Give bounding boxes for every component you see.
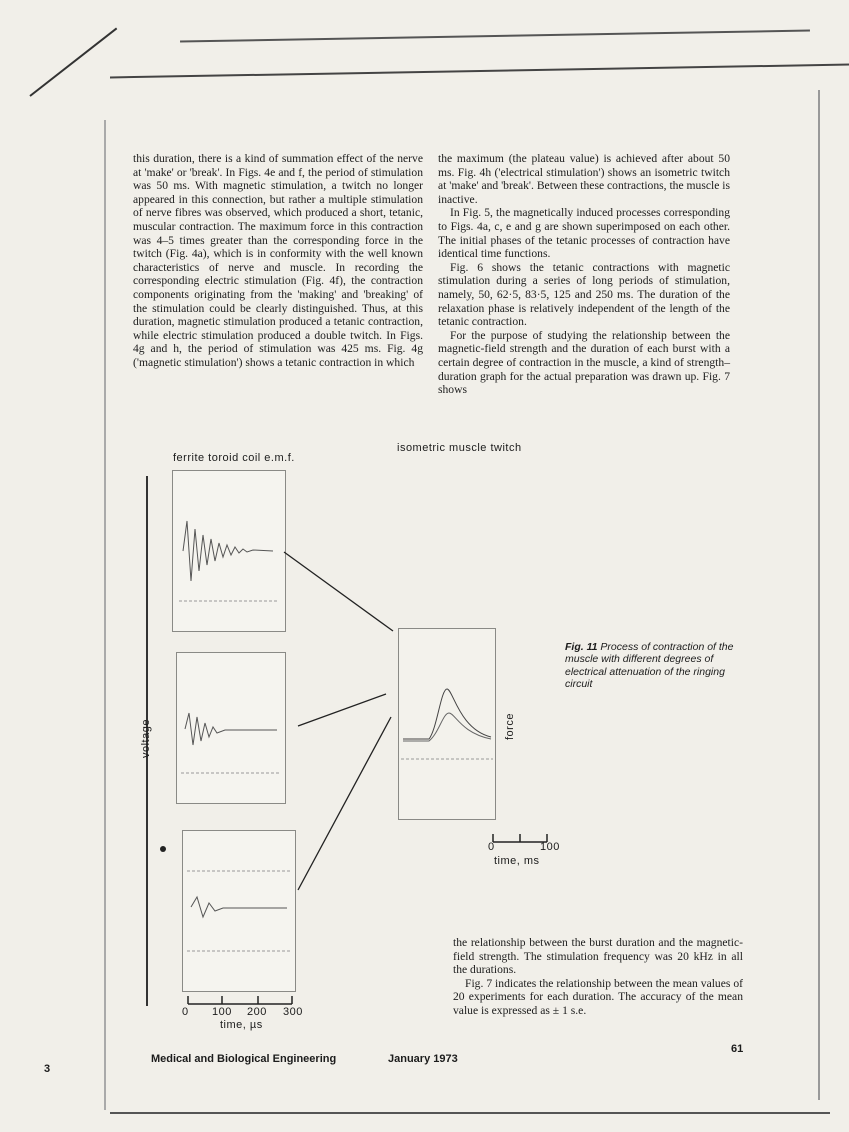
time-tick: 0: [488, 841, 495, 853]
caption-number: Fig. 11: [565, 641, 598, 653]
journal-name: Medical and Biological Engineering: [151, 1053, 337, 1065]
time-axis-label: time, ms: [494, 855, 540, 867]
force-axis-label: force: [504, 713, 516, 740]
figure-label-right: isometric muscle twitch: [397, 442, 522, 454]
paragraph: Fig. 7 indicates the relationship between the mean values of 20 experiments for each duration. The accuracy of the mean value is expressed as ± 1 s.e.: [453, 976, 743, 1017]
time-axis-label: time, µs: [220, 1019, 263, 1031]
voltage-axis-label: voltage: [140, 719, 152, 758]
time-tick: 300: [283, 1006, 303, 1018]
paragraph: the relationship between the burst duration and the magnetic-field strength. The stimulation frequency was 20 kHz in all the durations.: [453, 936, 743, 977]
paragraph: In Fig. 5, the magnetically induced processes corresponding to Figs. 4a, c, e and g are shown superimposed on each other. The initial phases of the tetanic processes of contraction have identical time functions.: [438, 206, 730, 261]
margin-number: 3: [44, 1063, 51, 1075]
force-trace: [399, 629, 495, 819]
journal-date: January 1973: [388, 1053, 458, 1065]
time-tick: 200: [247, 1006, 267, 1018]
caption-text: Process of contraction of the muscle with different degrees of electrical attenuation of the ringing circuit: [565, 641, 734, 691]
time-tick: 100: [540, 841, 560, 853]
force-trace-panel: [398, 628, 496, 820]
page-number: 61: [731, 1043, 744, 1055]
figure-caption: [565, 641, 735, 691]
figure-label-left: ferrite toroid coil e.m.f.: [173, 452, 295, 464]
body-bottom: [453, 936, 743, 1018]
time-tick: 0: [182, 1006, 189, 1018]
time-tick: 100: [212, 1006, 232, 1018]
paragraph: the maximum (the plateau value) is achieved after about 50 ms. Fig. 4h ('electrical stimulation') shows an isometric twitch at 'make' and 'break'. Between these contractions, the muscle is inactive.: [438, 152, 730, 206]
paragraph: For the purpose of studying the relationship between the magnetic-field strength and the duration of each burst with a certain degree of contraction in the muscle, a kind of strength–duration graph for the actual preparation was drawn up. Fig. 7 shows: [438, 328, 730, 397]
paragraph: Fig. 6 shows the tetanic contractions with magnetic stimulation during a series of long periods of stimulation, namely, 50, 62·5, 83·5, 125 and 250 ms. The duration of the relaxation phase is relatively independent of the length of the tetanic contraction.: [438, 260, 730, 329]
paragraph: this duration, there is a kind of summation effect of the nerve at 'make' or 'break'. In Figs. 4e and f, the period of stimulation was 50 ms. With magnetic stimulation, a twitch no longer appeared in this connection, but rather a multiple stimulation of nerve fibres was observed, which produced a short, tetanic, muscular contraction. The maximum force in this contraction was 4–5 times greater than the corresponding force in the twitch (Fig. 4a), which is in conformity with the well known characteristics of nerve and muscle. In recording the corresponding electric stimulation (Fig. 4f), the contraction components originating from the 'making' and 'breaking' of the stimulation could be clearly distinguished. Thus, at this duration, magnetic stimulation produced a tetanic contraction, while electric stimulation produced a double twitch. In Figs. 4g and h, the period of stimulation was 425 ms. Fig. 4g ('magnetic stimulation') shows a tetanic contraction in which: [133, 152, 423, 369]
